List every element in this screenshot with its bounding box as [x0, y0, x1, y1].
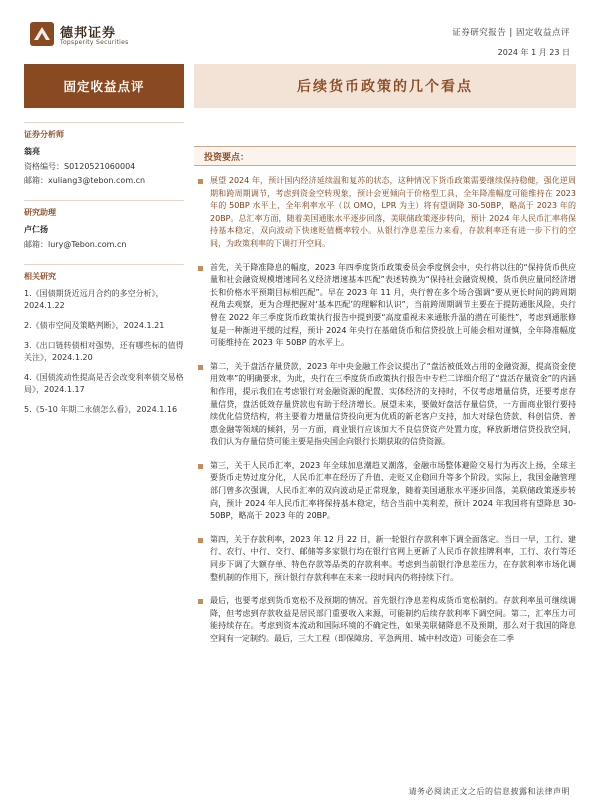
summary-label: 投资要点： [204, 152, 250, 163]
analyst-heading: 证券分析师 [24, 130, 64, 139]
related-item[interactable]: 5.《5-10 年期二永债怎么看》，2024.1.16 [24, 405, 178, 414]
related-item[interactable]: 1.《国债期货近远月合约的多空分析》，2024.1.22 [24, 289, 164, 310]
bullet-icon [198, 365, 203, 370]
report-date: 2024 年 1 月 23 日 [497, 48, 570, 57]
sidebar [24, 64, 184, 424]
bullet-icon [198, 538, 203, 543]
brand-name-cn: 德邦证券 [60, 26, 117, 41]
key-points [194, 175, 576, 646]
key-point-outlook [194, 175, 576, 251]
page-footer [0, 784, 600, 800]
summary-header [194, 146, 576, 166]
related-item[interactable]: 4.《国债流动性提高是否会改变利率债交易格局》，2024.1.17 [24, 373, 184, 394]
bullet-icon [198, 464, 203, 469]
related-item[interactable]: 2.《债市空间及策略判断》，2024.1.21 [24, 321, 165, 330]
analyst-email[interactable]: 邮箱：xuliang3@tebon.com.cn [24, 176, 146, 185]
key-point-text: 第二，关于盘活存量贷款，2023 年中央金融工作会议提出了“盘活被低效占用的金融资源，提高资金使用效率”的明确要求，为此，央行在三季度货币政策执行报告中专栏二详细介绍了“盘活存量资金”的内涵和作用，提示我们在考虑银行对金融资源的配置、实体经济的支持时，不仅考虑增量信贷，还要考虑存量信贷，盘活低效存量贷款也有助于经济增长。展望未来，要做好盘活存量信贷，一方面商业银行要持续优化信贷结构，将主要着力增量信贷投向更为优质的新老客户支持，加大对绿色贷款、科创信贷、普惠金融等领域的倾斜，另一方面，商业银行应该加大不良信贷资产处置力度，释放新增信贷投放空间，我们认为存量信贷可能主要是指央国企向银行长期获取的信贷资源。 [210, 361, 576, 447]
assistant-section [24, 200, 184, 250]
assistant-heading: 研究助理 [24, 208, 56, 217]
key-point-deposit-rate [194, 534, 576, 584]
assistant-name: 卢仁扬 [24, 225, 48, 234]
key-point-text: 第三，关于人民币汇率，2023 年全球加息潮趋叉潮落，金融市场整体避险交易行为再次上扬，全球主要货币走势过度分化，人民币汇率在经历了升值、走贬又企稳回升等多个阶段。实际上，我国金融管理部门曾多次强调，人民币汇率的双向波动是正常现象，随着美国通胀水平逐步回落，美联储政策逐步转向，预计 2024 年人民币汇率将保持基本稳定，结合当前中美利差，预计 2024 年我国将有望降息 30-50BP，略高于 2023 年的 20BP。 [210, 460, 576, 521]
report-title: 后续货币政策的几个看点 [297, 79, 473, 95]
key-point-text: 第四，关于存款利率，2023 年 12 月 22 日，新一轮银行存款利率下调全面落定。当日一早，工行、建行、农行、中行、交行、邮储等多家银行均在银行官网上更新了人民币存款挂牌利率，工行、农行等还同步下调了大额存单、特色存款等品类的存款利率。考虑到当前银行净息差压力，在存款利率市场化调整机制的作用下，预计银行存款利率在未来一段时间内仍将持续下行。 [210, 534, 576, 582]
footer-disclaimer: 请务必阅读正文之后的信息披露和法律声明 [408, 787, 570, 796]
page-header [0, 0, 600, 62]
category-title: 固定收益点评 [63, 79, 145, 94]
related-section [24, 264, 184, 416]
bullet-icon [198, 179, 203, 184]
analyst-cert: 资格编号：S0120521060004 [24, 162, 136, 171]
key-point-text: 首先，关于降准降息的幅度，2023 年四季度货币政策委员会季度例会中，央行将以往的“保持货币供应量和社会融资规模增速同名义经济增速基本匹配”表述转换为“保持社会融资规模、货币供应量同经济增长和价格水平预期目标相匹配”。早在 2023 年 11 月，央行曾在多个场合强调“要从更长时间的跨周期视角去观察，更为合理把握对‘基本匹配’的理解和认识”，当前跨周期调节主要在于提防通胀风险，央行曾在 2022 年三季度货币政策执行报告中提到要“高度重视未来通胀升温的潜在可能性”，考虑到通胀修复是一种渐进平缓的过程，预计 2024 年央行在基础货币和信贷投放上可能会相对谨慎，全年降准幅度可能维持在 2023 年 50BP 的水平上。 [210, 262, 576, 348]
related-item[interactable]: 3.《出口链转债相对强势，还有哪些标的值得关注》，2024.1.20 [24, 341, 184, 362]
brand-logo [30, 22, 170, 52]
brand-name-en: Topsperity Securities [60, 39, 129, 46]
bullet-icon [198, 599, 203, 604]
key-point-risk [194, 595, 576, 645]
main-content [194, 64, 576, 657]
assistant-email[interactable]: 邮箱：lury@Tebon.com.cn [24, 240, 127, 249]
analyst-name: 翁亮 [24, 147, 40, 156]
key-point-rrr-cut [194, 262, 576, 350]
key-point-text: 最后，也要考虑到货币宽松不及预期的情况。首先银行净息差构成货币宽松制约。存款利率虽可继续调降，但考虑到存款收益是居民部门重要收入来源，可能制约后续存款利率下调空间。第二，汇率压力可能持续存在。考虑到资本流动和国际环境的不确定性，如果美联储降息不及预期，那么对于我国的降息空间有一定制约。最后，三大工程（即保障房、平急两用、城中村改造）可能会在二季 [210, 596, 576, 643]
category-banner [24, 64, 184, 108]
brand-mark-icon [30, 22, 54, 46]
report-type: 证券研究报告 | 固定收益点评 [452, 28, 570, 38]
title-banner [194, 64, 576, 108]
analyst-section [24, 122, 184, 186]
key-point-loan-stock [194, 361, 576, 449]
key-point-text: 展望 2024 年，预计国内经济延续温和复苏的状态，这种情况下货币政策需要继续保持稳健，强化逆周期和跨周期调节，考虑到资金空转现象，预计会更倾向于价格型工具，全年降准幅度可能维持在 2023 年的 50BP 水平上，全年利率水平（以 OMO，LPR 为主）将有望调降 30-50BP，略高于 2023 年的 20BP。总汇率方面，随着美国通胀水平逐步回落，美联储政策逐步转向，预计 2024 年人民币汇率将保持基本稳定，双向波动下快速贬值概率较小。从银行净息差压力来看，存款利率还有进一步下行的空间，为政策利率的下调打开空间。 [210, 176, 576, 248]
related-heading: 相关研究 [24, 272, 56, 281]
bullet-icon [198, 266, 203, 271]
key-point-rmb-fx [194, 460, 576, 523]
